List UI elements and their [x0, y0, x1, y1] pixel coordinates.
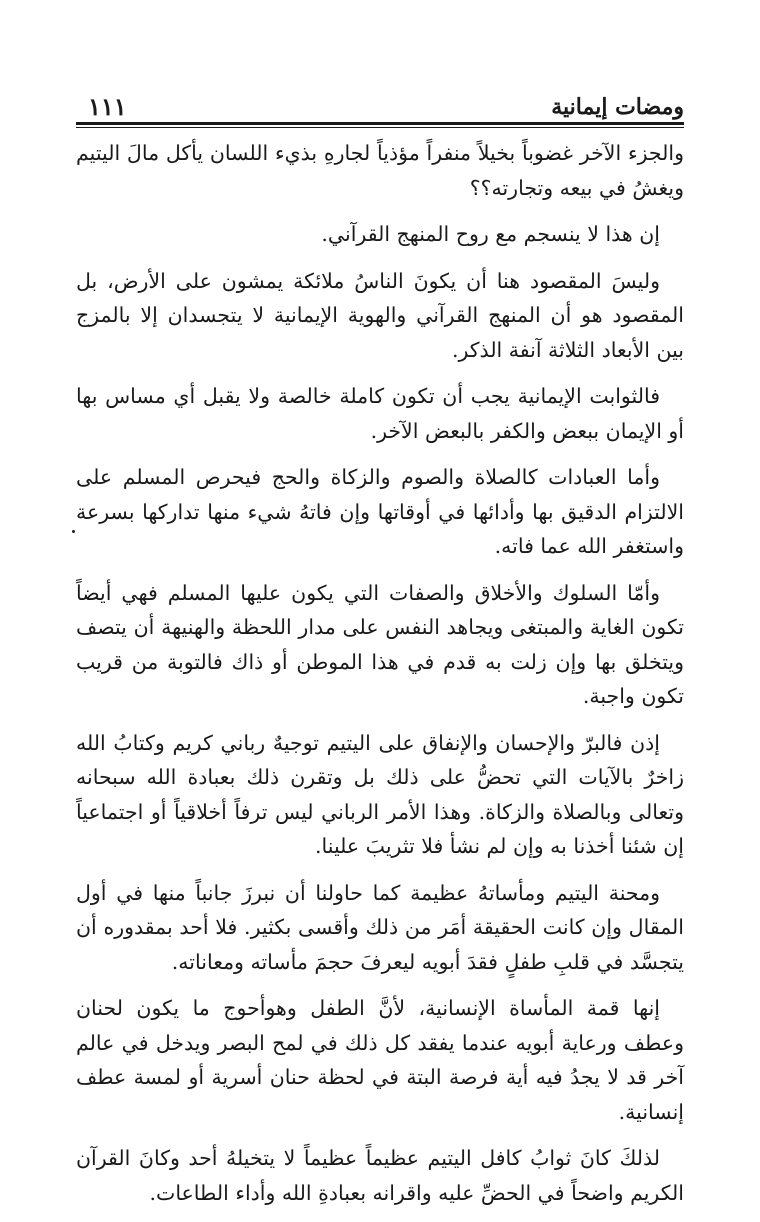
paragraph: إذن فالبرّ والإحسان والإنفاق على اليتيم توجيهٌ رباني كريم وكتابُ الله زاخرٌ بالآيات التي تحضُّ على ذلك بل وتقرن ذلك بعبادة الله سبحانه وتعالى وبالصلاة والزكاة. وهذا الأمر الرباني ليس ترفاً أخلاقياً أو اجتماعياً إن شئنا أخذنا به وإن لم نشأ فلا تثريبَ علينا. — [76, 730, 684, 858]
paragraph: إنها قمة المأساة الإنسانية، لأنَّ الطفل وهوأحوج ما يكون لحنان وعطف ورعاية أبويه عندما يفقد كل ذلك في لمح البصر ويدخل في عالم آخر قد لا يجدُ فيه أية فرصة البتة في لحظة حنان أسرية أو لمسة عطف إنسانية. — [76, 996, 684, 1124]
header-rule — [76, 122, 684, 128]
paragraph: ومحنة اليتيم ومأساتهُ عظيمة كما حاولنا أن نبرزَ جانباً منها في أول المقال وإن كانت الحقيقة أمَر من ذلك وأقسى بكثير. فلا أحد بمقدوره أن يتجسَّد في قلبِ طفلٍ فقدَ أبويه ليعرفَ حجمَ مأساته ومعاناته. — [76, 880, 684, 974]
page-number: ١١١ — [88, 92, 127, 121]
body-text — [76, 136, 684, 1222]
paragraph: وأما العبادات كالصلاة والصوم والزكاة والحج فيحرص المسلم على الالتزام الدقيق بها وأدائها في أوقاتها وإن فاتهُ شيء منها تداركها بسرعة واستغفر الله عما فاته. — [76, 465, 684, 558]
paragraph: لذلكَ كانَ ثوابُ كافل اليتيم عظيماً عظيماً لا يتخيلهُ أحد وكانَ القرآن الكريم واضحاً في الحضِّ عليه واقرانه بعبادةِ الله وأداء الطاعات. — [76, 1146, 684, 1205]
paragraph: إن هذا لا ينسجم مع روح المنهج القرآني. — [321, 222, 660, 246]
paragraph: وليسَ المقصود هنا أن يكونَ الناسُ ملائكة يمشون على الأرض، بل المقصود هو أن المنهج القرآني والهوية الإيمانية لا يتجسدان إلا بالمزج بين الأبعاد الثلاثة آنفة الذكر. — [76, 268, 684, 362]
paragraph: فالثوابت الإيمانية يجب أن تكون كاملة خالصة ولا يقبل أي مساس بها أو الإيمان ببعض والكفر بالبعض الآخر. — [76, 384, 684, 443]
paragraph: والجزء الآخر غضوباً بخيلاً منفراً مؤذياً لجارهِ بذيء اللسان يأكل مالَ اليتيم ويغشُ في بيعه وتجارته؟؟ — [76, 141, 684, 200]
margin-dot — [72, 530, 75, 533]
header-title: ومضات إيمانية — [551, 94, 684, 120]
running-header — [76, 92, 684, 126]
paragraph: وأمّا السلوك والأخلاق والصفات التي يكون عليها المسلم فهي أيضاً تكون الغاية والمبتغى ويجاهد النفس على مدار اللحظة والهنيهة أن يتصف ويتخلق بها وإن زلت به قدم في هذا الموطن أو ذاك فالتوبة من قريب تكون واجبة. — [76, 580, 684, 708]
